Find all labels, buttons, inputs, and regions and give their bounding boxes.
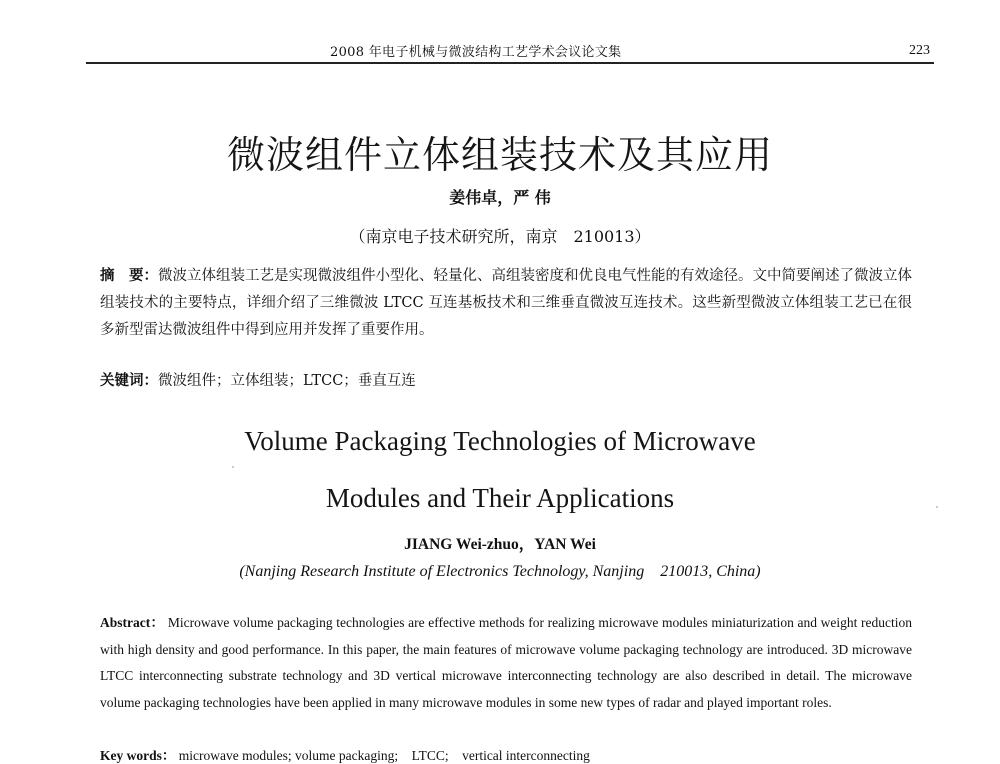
chinese-abstract-label: 摘 要： — [100, 268, 158, 284]
english-affiliation: (Nanjing Research Institute of Electronics Technology, Nanjing 210013, China) — [239, 563, 761, 580]
page-number: 223 — [909, 43, 930, 58]
chinese-keywords-text: 微波组件；立体组装；LTCC；垂直互连 — [158, 373, 416, 389]
english-abstract — [100, 610, 912, 716]
english-keywords — [100, 744, 590, 764]
english-title-line2: Modules and Their Applications — [325, 483, 675, 513]
scan-speck — [232, 466, 234, 468]
running-header-title: 2008 年电子机械与微波结构工艺学术会议论文集 — [330, 45, 622, 60]
chinese-keywords — [100, 369, 416, 390]
chinese-keywords-label: 关键词： — [100, 373, 158, 389]
english-authors: JIANG Wei-zhuo，YAN Wei — [404, 536, 596, 553]
chinese-abstract-text: 微波立体组装工艺是实现微波组件小型化、轻量化、高组装密度和优良电气性能的有效途径。文中简要阐述了微波立体组装技术的主要特点，详细介绍了三维微波 LTCC 互连基板技术和三维垂直微波互连技术。这些新型微波立体组装工艺已在很多新型雷达微波组件中得到应用并发挥了重要作用。 — [100, 268, 912, 338]
scan-speck — [936, 506, 938, 508]
chinese-affiliation: （南京电子技术研究所，南京 210013） — [349, 227, 651, 246]
english-title-line1: Volume Packaging Technologies of Microwave — [244, 426, 756, 456]
english-abstract-text: Microwave volume packaging technologies are effective methods for realizing microwave modules miniaturization and weight reduction with high density and good performance. In this paper, the main features of microwave volume packaging technology are introduced. 3D microwave LTCC interconnecting substrate technology and 3D vertical microwave interconnecting technology are also described in detail. The microwave volume packaging technologies have been applied in many microwave modules in some new types of radar and played important roles. — [100, 615, 913, 710]
header-rule — [86, 62, 934, 64]
chinese-authors: 姜伟卓，严 伟 — [449, 188, 551, 207]
chinese-title: 微波组件立体组装技术及其应用 — [226, 133, 773, 177]
english-keywords-text: microwave modules; volume packaging; LTCC; vertical interconnecting — [178, 748, 590, 763]
english-keywords-label: Key words： — [100, 748, 176, 763]
chinese-abstract — [100, 263, 912, 344]
english-abstract-label: Abstract： — [100, 615, 165, 630]
